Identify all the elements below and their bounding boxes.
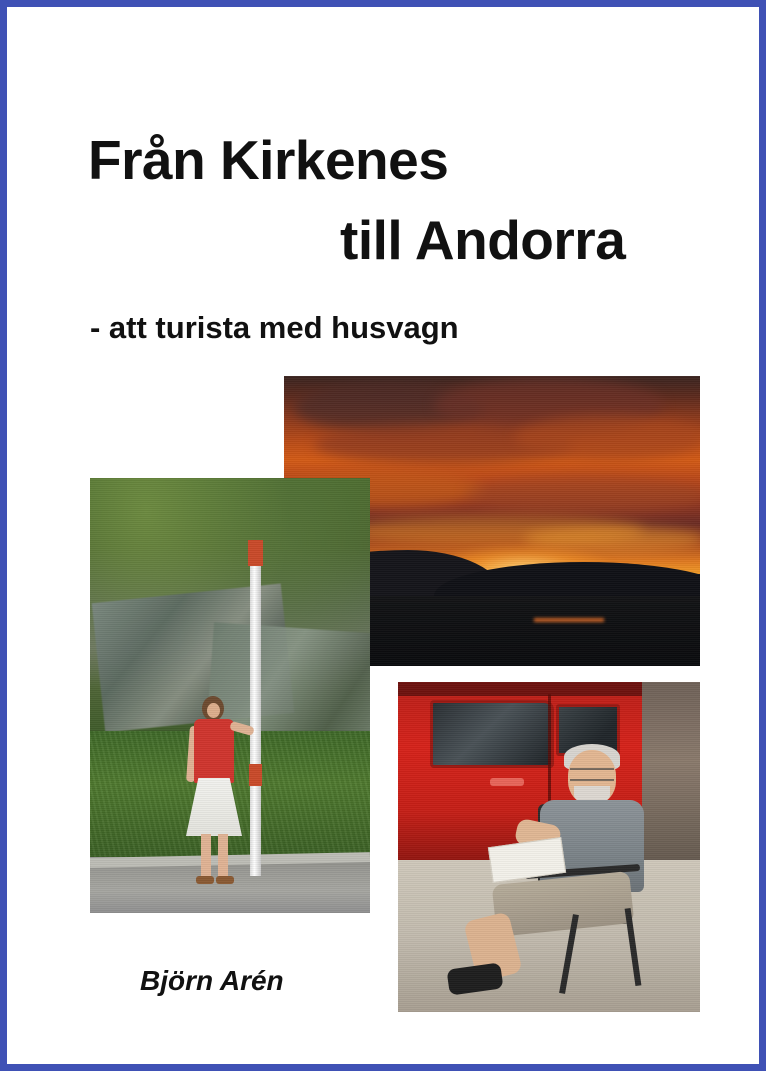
- woman-face: [207, 703, 220, 718]
- pole-red-band: [249, 764, 262, 786]
- book-title-line-2: till Andorra: [340, 209, 626, 271]
- cloud-shape: [514, 416, 700, 460]
- water-reflection: [534, 618, 604, 622]
- author-name: Björn Arén: [140, 965, 284, 996]
- car-door-window: [430, 700, 554, 768]
- book-title-line-1: Från Kirkenes: [88, 129, 449, 191]
- pole-top-marker: [248, 540, 263, 566]
- cover-content: [10, 10, 756, 1061]
- woman-right-leg: [218, 834, 228, 880]
- car-door-handle: [490, 778, 524, 786]
- woman-left-leg: [201, 834, 211, 880]
- woman-red-top: [194, 719, 234, 783]
- glasses-icon: [570, 768, 614, 781]
- woman-right-shoe: [216, 876, 234, 884]
- cloud-shape: [464, 476, 700, 514]
- woman-left-shoe: [196, 876, 214, 884]
- snow-marker-pole: [250, 546, 261, 876]
- roadside-photo: [90, 478, 370, 913]
- book-subtitle: - att turista med husvagn: [90, 310, 459, 345]
- campsite-photo: [398, 682, 700, 1012]
- background-wall: [642, 682, 700, 880]
